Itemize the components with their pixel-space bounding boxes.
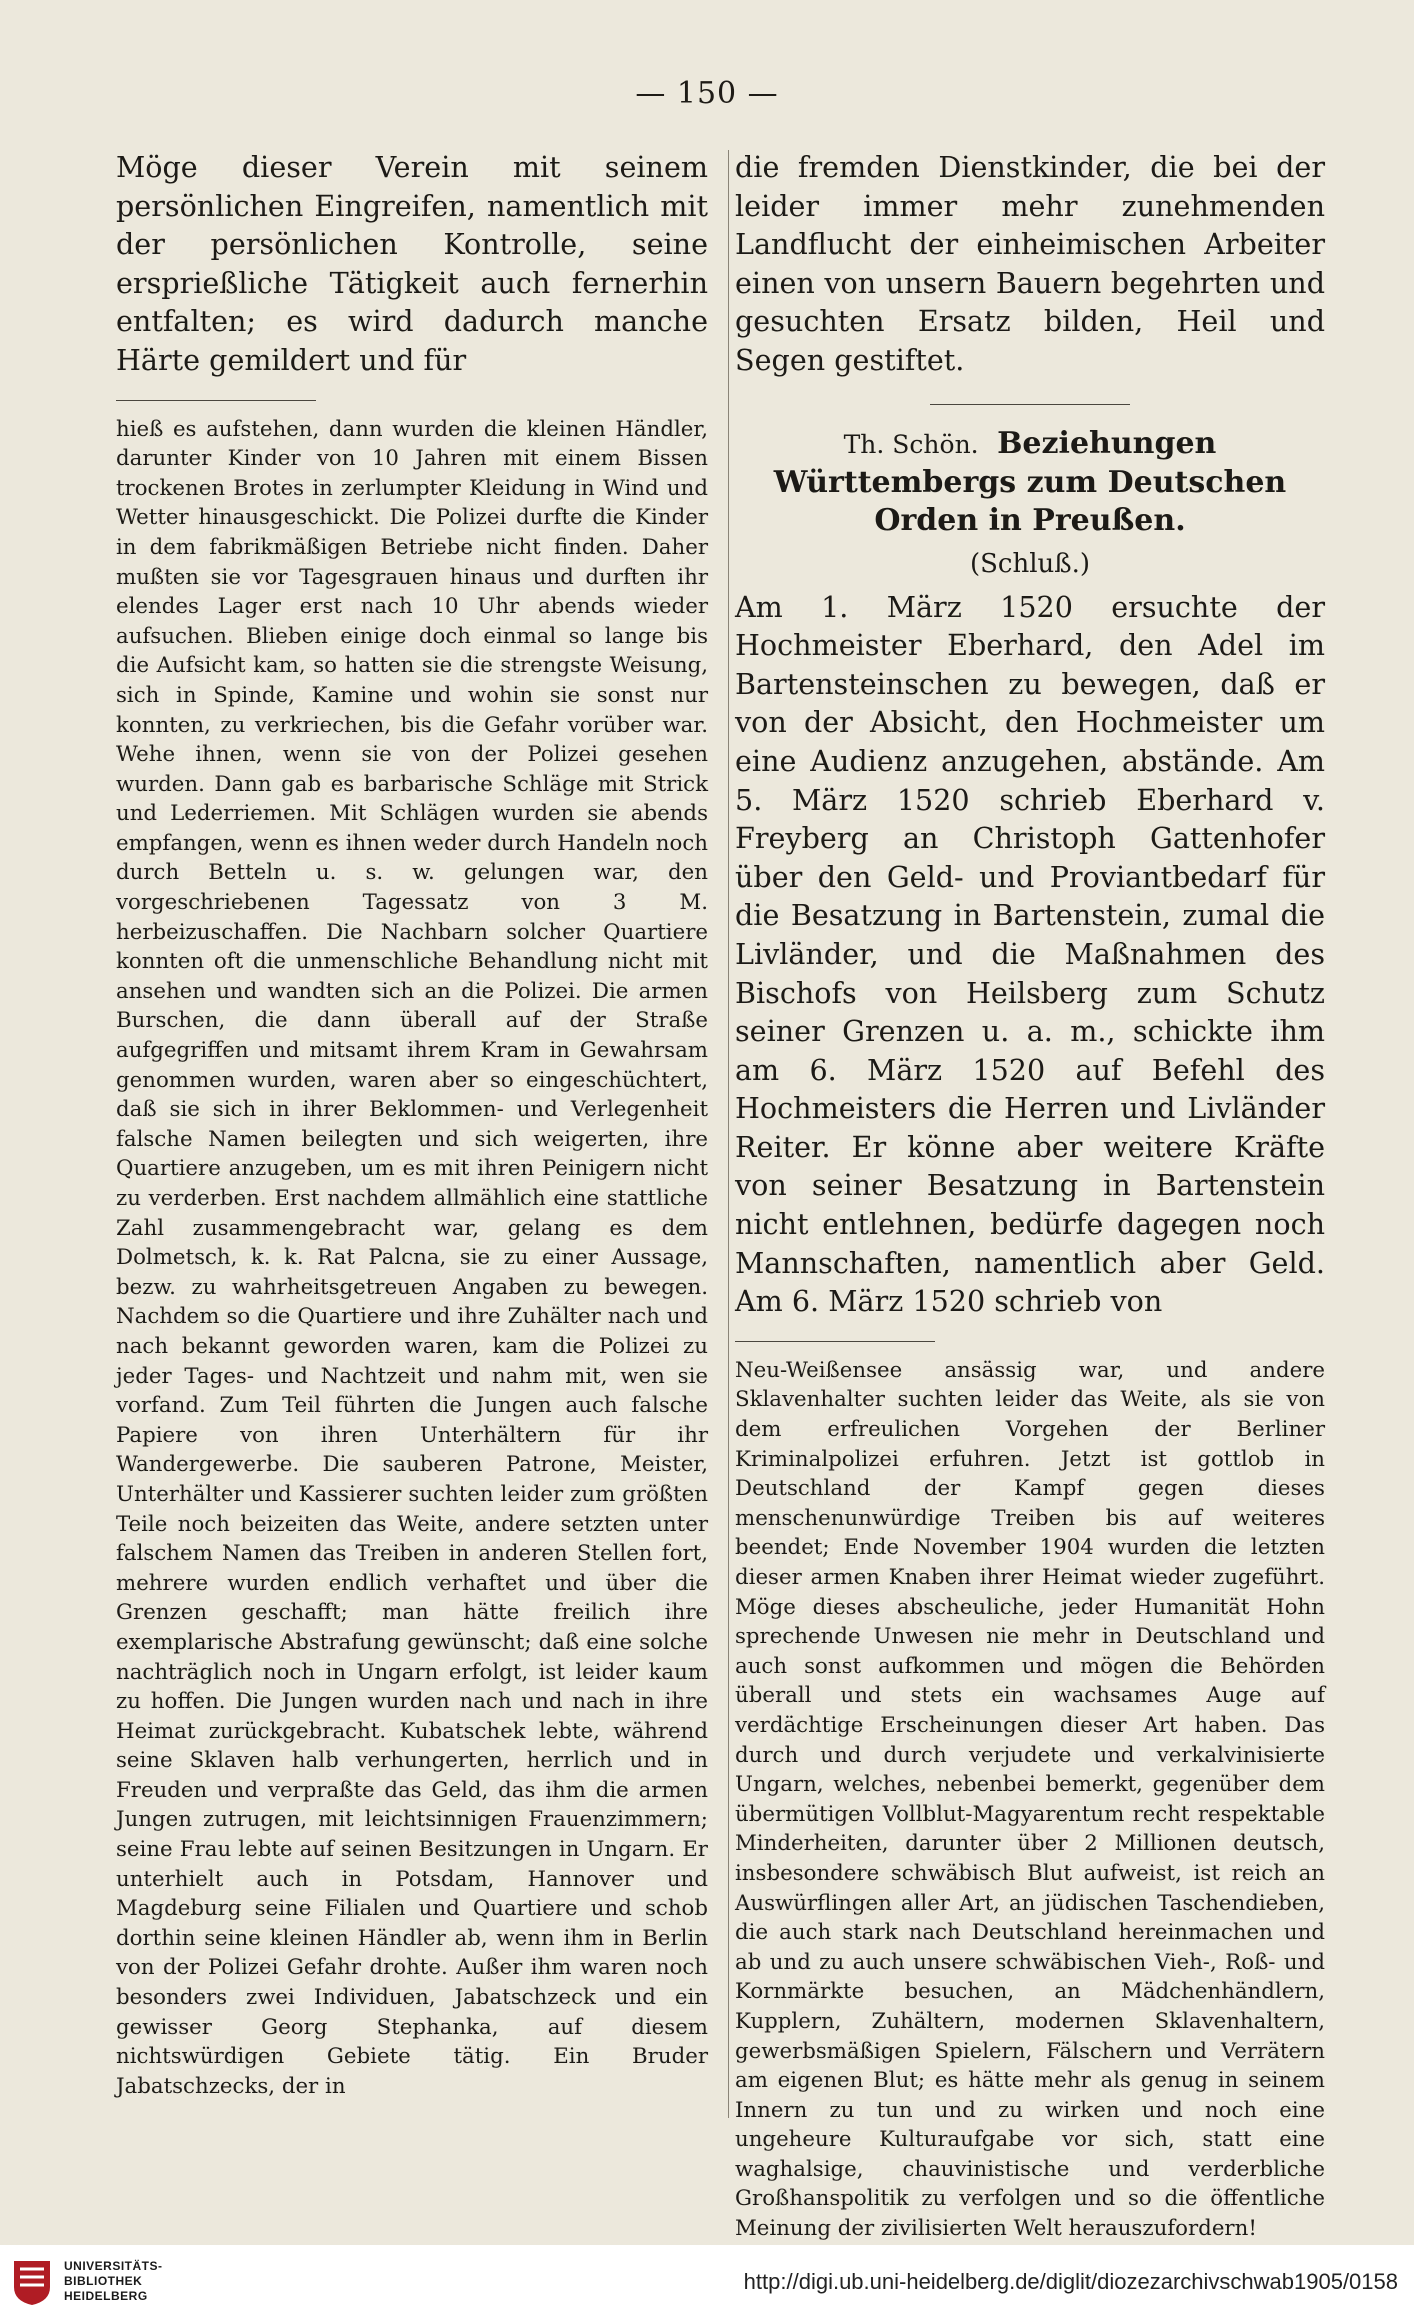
logo-line: BIBLIOTHEK xyxy=(64,2274,143,2288)
source-url-link[interactable]: http://digi.ub.uni-heidelberg.de/diglit/diozezarchivschwab1905/0158 xyxy=(743,2269,1398,2294)
right-column xyxy=(735,148,1325,2244)
footer-bar xyxy=(0,2245,1414,2319)
library-logo-text xyxy=(64,2259,163,2304)
left-column xyxy=(116,148,708,2101)
logo-line: HEIDELBERG xyxy=(64,2289,148,2303)
page-number: — 150 — xyxy=(635,76,779,111)
left-footnote: hieß es aufstehen, dann wurden die kleinen Händler, darunter Kinder von 10 Jahren mit einem Bissen trockenen Brotes in zerlumpter Kleidung in Wind und Wetter hinausgeschickt. Die Polizei durfte die Kinder in dem fabrikmäßigen Betriebe nicht finden. Daher mußten sie vor Tagesgrauen hinaus und durften ihr elendes Lager erst nach 10 Uhr abends wieder aufsuchen. Blieben einige doch einmal so lange bis die Aufsicht kam, so hatten sie die strengste Weisung, sich in Spinde, Kamine und wohin sie sonst nur konnten, zu verkriechen, bis die Gefahr vorüber war. Wehe ihnen, wenn sie von der Polizei gesehen wurden. Dann gab es barbarische Schläge mit Strick und Lederriemen. Mit Schlägen wurden sie abends empfangen, wenn es ihnen weder durch Handeln noch durch Betteln u. s. w. gelungen war, den vorgeschriebenen Tagessatz von 3 M. herbeizuschaffen. Die Nachbarn solcher Quartiere konnten oft die unmenschliche Behandlung nicht mit ansehen und wandten sich an die Polizei. Die armen Burschen, die dann überall auf der Straße aufgegriffen und mitsamt ihrem Kram in Gewahrsam genommen wurden, waren aber so eingeschüchtert, daß sie sich in ihrer Beklommen- und Verlegenheit falsche Namen beilegten und sich weigerten, ihre Quartiere anzugeben, um es mit ihren Peinigern nicht zu verderben. Erst nachdem allmählich eine stattliche Zahl zusammengebracht war, gelang es dem Dolmetsch, k. k. Rat Palcna, sie zu einer Aussage, bezw. zu wahrheitsgetreuen Angaben zu bewegen. Nachdem so die Quartiere und ihre Zuhälter nach und nach bekannt geworden waren, kam die Polizei zu jeder Tages- und Nachtzeit und nahm mit, wen sie vorfand. Zum Teil führten die Jungen auch falsche Papiere von ihren Unterhältern für ihr Wandergewerbe. Die sauberen Patrone, Meister, Unterhälter und Kassierer suchten leider zum größten Teile noch beizeiten das Weite, andere setzten unter falschem Namen das Treiben in anderen Stellen fort, mehrere wurden endlich verhaftet und über die Grenzen geschafft; man hätte freilich ihre exemplarische Abstrafung gewünscht; daß eine solche nachträglich noch in Ungarn erfolgt, ist leider kaum zu hoffen. Die Jungen wurden nach und nach in ihre Heimat zurückgebracht. Kubatschek lebte, während seine Sklaven halb verhungerten, herrlich und in Freuden und verpraßte das Geld, das ihm die armen Jungen zutrugen, mit leichtsinnigen Frauenzimmern; seine Frau lebte auf seinen Besitzungen in Ungarn. Er unterhielt auch in Potsdam, Hannover und Magdeburg seine Filialen und Quartiere und schob dorthin seine kleinen Händler ab, wenn ihm in Berlin von der Polizei Gefahr drohte. Außer ihm waren noch besonders zwei Individuen, Jabatschzeck und ein gewisser Georg Stephanka, auf diesem nichtswürdigen Gebiete tätig. Ein Bruder Jabatschzecks, der in xyxy=(116,416,708,2099)
left-top-paragraph: Möge dieser Verein mit seinem persönlichen Eingreifen, namentlich mit der persönlichen Kontrolle, seine ersprießliche Tätigkeit auch fernerhin entfalten; es wird dadurch manche Härte gemildert und für xyxy=(116,150,708,377)
logo-line: UNIVERSITÄTS- xyxy=(64,2259,163,2273)
right-footnote: Neu-Weißensee ansässig war, und andere Sklavenhalter suchten leider das Weite, als sie von dem erfreulichen Vorgehen der Berliner Kriminalpolizei erfuhren. Jetzt ist gottlob in Deutschland der Kampf gegen dieses menschenunwürdige Treiben bis auf weiteres beendet; Ende November 1904 wurden die letzten dieser armen Knaben ihrer Heimat wieder zugeführt. Möge dieses abscheuliche, jeder Humanität Hohn sprechende Unwesen nie mehr in Deutschland und auch sonst aufkommen und mögen die Behörden überall und stets ein wachsames Auge auf verdächtige Erscheinungen dieser Art haben. Das durch und durch verjudete und verkalvinisierte Ungarn, welches, nebenbei bemerkt, gegenüber dem übermütigen Vollblut-Magyarentum recht respektable Minderheiten, darunter über 2 Millionen deutsch, insbesondere schwäbisch Blut aufweist, ist reich an Auswürflingen aller Art, an jüdischen Taschendieben, die auch stark nach Deutschland hereinmachen und ab und zu auch unsere schwäbischen Vieh-, Roß- und Kornmärkte besuchen, an Mädchenhändlern, Kupplern, Zuhältern, modernen Sklavenhaltern, gewerbsmäßigen Spielern, Fälschern und Verrätern am eigenen Blut; es hätte mehr als genug in seinem Innern zu tun und zu wirken und noch eine ungeheure Kulturaufgabe vor sich, statt eine waghalsige, chauvinistische und verderbliche Großhanspolitik zu verfolgen und so die öffentliche Meinung der zivilisierten Welt herauszufordern! xyxy=(735,1357,1325,2242)
article-author: Th. Schön. xyxy=(843,429,979,459)
column-divider xyxy=(728,150,729,2118)
footnote-separator xyxy=(735,1341,935,1342)
article-separator xyxy=(930,404,1130,405)
article-body: Am 1. März 1520 ersuchte der Hochmeister Eberhard, den Adel im Bartensteinschen zu bewegen, daß er von der Absicht, den Hochmeister um eine Audienz anzugehen, abstände. Am 5. März 1520 schrieb Eberhard v. Freyberg an Christoph Gattenhofer über den Geld- und Proviantbedarf für die Besatzung in Bartenstein, zumal die Livländer, und die Maßnahmen des Bischofs von Heilsberg zum Schutz seiner Grenzen u. a. m., schickte ihm am 6. März 1520 auf Befehl des Hochmeisters die Herren und Livländer Reiter. Er könne aber weitere Kräfte von seiner Besatzung in Bartenstein nicht entlehnen, bedürfe dagegen noch Mannschaften, namentlich aber Geld. Am 6. März 1520 schrieb von xyxy=(735,589,1325,1319)
right-top-paragraph: die fremden Dienstkinder, die bei der leider immer mehr zunehmenden Landflucht der einheimischen Arbeiter einen von unsern Bauern begehrten und gesuchten Ersatz bilden, Heil und Segen gestiftet. xyxy=(735,150,1325,377)
article-title: Beziehungen Württembergs zum Deutschen Orden in Preußen. xyxy=(773,425,1287,538)
article-subtitle: (Schluß.) xyxy=(969,548,1091,579)
university-library-logo-icon xyxy=(10,2257,54,2307)
footnote-separator xyxy=(116,400,316,401)
article-heading xyxy=(735,425,1325,540)
